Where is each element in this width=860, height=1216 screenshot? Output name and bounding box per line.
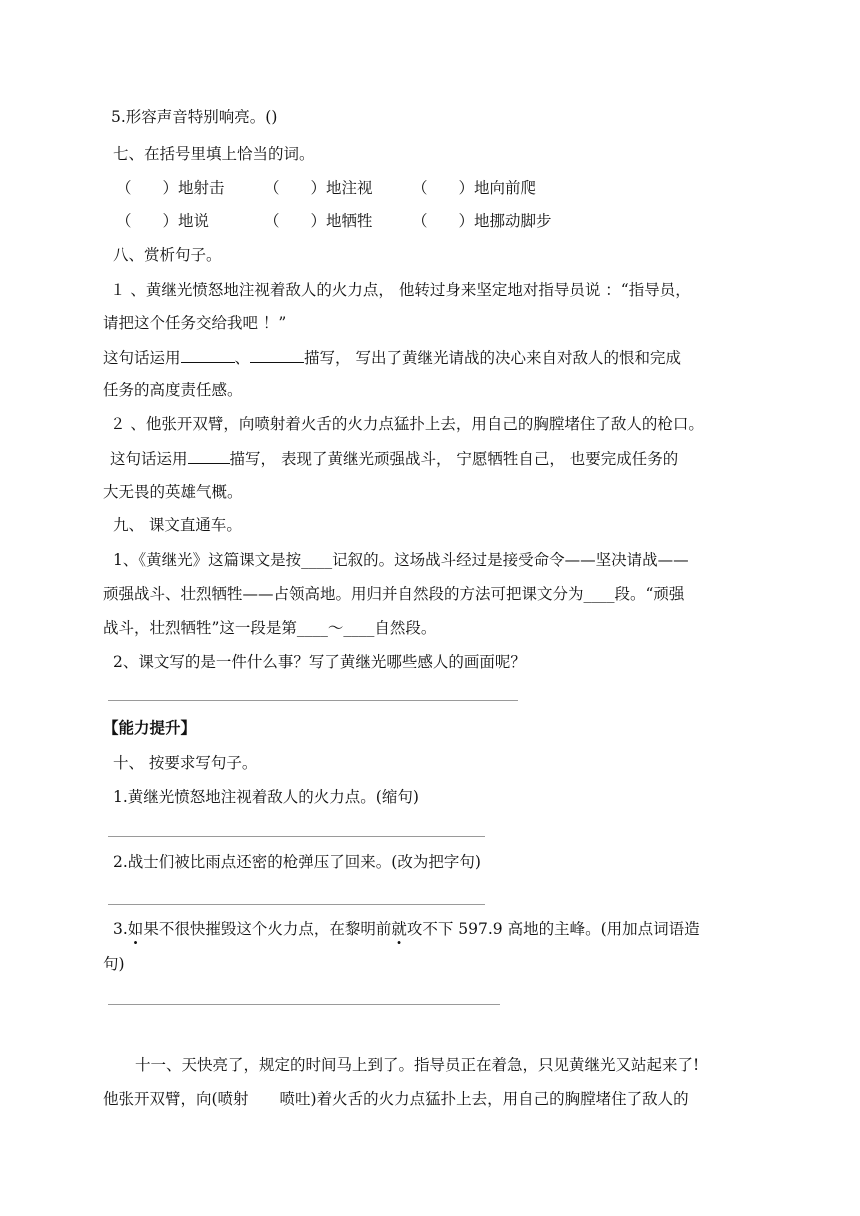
question-line: 战斗，壮烈牺牲”这一段是第____～____自然段。 — [103, 619, 437, 637]
sentence-line: ２ 、他张开双臂，向喷射着火舌的火力点猛扑上去，用自己的胸膛堵住了敌人的枪口。 — [110, 415, 704, 433]
question-text: 果不很快摧毁这个火力点，在黎明前 — [143, 920, 392, 938]
section-nine-title: 九、 课文直通车。 — [113, 516, 242, 534]
question-text: 3. — [113, 920, 128, 938]
sentence-line: １ 、黄继光愤怒地注视着敌人的火力点， 他转过身来坚定地对指导员说 ：“指导员， — [110, 281, 691, 299]
question-line — [113, 918, 700, 940]
section-seven-title: 七、在括号里填上恰当的词。 — [113, 145, 315, 163]
analysis-line: 任务的高度责任感。 — [103, 381, 243, 399]
answer-line[interactable] — [108, 1004, 500, 1005]
answer-line[interactable] — [108, 904, 485, 905]
question-text: 5.形容声音特别响亮。() — [111, 108, 278, 126]
analysis-line — [103, 346, 681, 369]
fill-blank-item: （ ）地向前爬 — [412, 179, 537, 197]
question-line: 句) — [103, 955, 125, 973]
analysis-text: 这句话运用 — [110, 450, 188, 468]
passage-line: 他张开双臂，向(喷射 喷吐)着火舌的火力点猛扑上去，用自己的胸膛堵住了敌人的 — [103, 1090, 689, 1108]
analysis-line: 大无畏的英雄气概。 — [103, 483, 243, 501]
question-line: 1.黄继光愤怒地注视着敌人的火力点。(缩句) — [113, 788, 419, 806]
section-header: 【能力提升】 — [103, 719, 197, 737]
fill-blank-item: （ ）地射击 — [116, 179, 225, 197]
answer-blank[interactable] — [181, 346, 235, 363]
sentence-line: 请把这个任务交给我吧 ！” — [103, 314, 287, 332]
analysis-text: 、 — [234, 349, 251, 367]
analysis-line — [110, 447, 678, 470]
answer-line[interactable] — [108, 700, 518, 701]
answer-blank[interactable] — [250, 346, 304, 363]
dotted-character: 就 — [391, 920, 407, 938]
question-line: 顽强战斗、壮烈牺牲——占领高地。用归并自然段的方法可把课文分为____段。“顽强 — [103, 585, 685, 603]
fill-blank-item: （ ）地注视 — [264, 179, 373, 197]
question-line: 1、《黄继光》这篇课文是按____记叙的。这场战斗经过是接受命令——坚决请战—— — [113, 551, 689, 569]
question-line: 2.战士们被比雨点还密的枪弹压了回来。(改为把字句) — [113, 853, 481, 871]
passage-line: 十一、天快亮了，规定的时间马上到了。指导员正在着急，只见黄继光又站起来了! — [135, 1056, 700, 1074]
section-ten-title: 十、 按要求写句子。 — [113, 754, 258, 772]
section-eight-title: 八、赏析句子。 — [113, 246, 222, 264]
fill-blank-item: （ ）地挪动脚步 — [412, 212, 552, 230]
answer-line[interactable] — [108, 836, 485, 837]
answer-blank[interactable] — [188, 447, 230, 464]
fill-blank-item: （ ）地牺牲 — [264, 212, 373, 230]
analysis-text: 描写， 写出了黄继光请战的决心来自对敌人的恨和完成 — [304, 349, 681, 367]
dotted-character: 如 — [127, 920, 144, 938]
fill-blank-item: （ ）地说 — [116, 212, 210, 230]
analysis-text: 描写， 表现了黄继光顽强战斗， 宁愿牺牲自己， 也要完成任务的 — [229, 450, 679, 468]
question-text: 攻不下 597.9 高地的主峰。(用加点词语造 — [406, 920, 700, 938]
analysis-text: 这句话运用 — [103, 349, 181, 367]
question-line: 2、课文写的是一件什么事？写了黄继光哪些感人的画面呢？ — [113, 653, 526, 671]
